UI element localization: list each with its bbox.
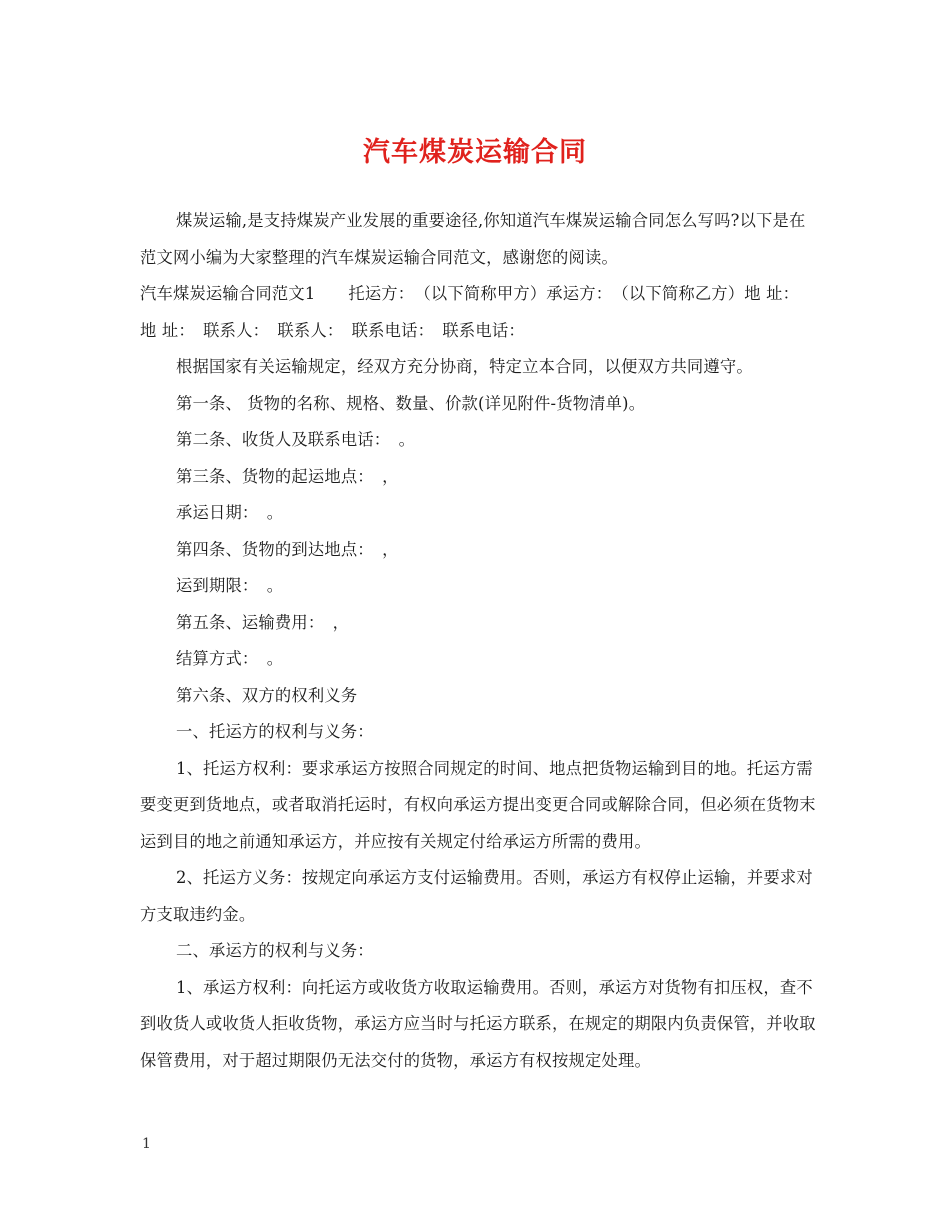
paragraph: 承运日期： 。	[176, 503, 284, 522]
document-body	[140, 203, 818, 1079]
paragraph: 第三条、货物的起运地点： ，	[176, 466, 399, 486]
paragraph: 第五条、运输费用： ，	[176, 612, 350, 632]
paragraph: 第一条、 货物的名称、规格、数量、价款(详见附件-货物清单)。	[176, 393, 646, 413]
paragraph: 根据国家有关运输规定，经双方充分协商，特定立本合同，以便双方共同遵守。	[176, 357, 753, 376]
paragraph: 运到期限： 。	[176, 576, 284, 595]
paragraph: 第四条、货物的到达地点： ，	[176, 539, 399, 559]
document-title: 汽车煤炭运输合同	[363, 137, 587, 168]
page-number: 1	[142, 1136, 151, 1152]
paragraph: 二、承运方的权利与义务：	[176, 941, 374, 960]
paragraph: 煤炭运输,是支持煤炭产业发展的重要途径,你知道汽车煤炭运输合同怎么写吗?以下是在范文网小编为大家整理的汽车煤炭运输合同范文，感谢您的阅读。	[140, 211, 806, 267]
paragraph: 1、承运方权利：向托运方或收货方收取运输费用。否则，承运方对货物有扣压权，查不到收货人或收货人拒收货物，承运方应当时与托运方联系，在规定的期限内负责保管，并收取保管费用，对于超过期限仍无法交付的货物，承运方有权按规定处理。	[140, 977, 816, 1070]
paragraph: 2、托运方义务：按规定向承运方支付运输费用。否则，承运方有权停止运输，并要求对方支取违约金。	[140, 868, 813, 924]
paragraph: 一、托运方的权利与义务：	[176, 722, 374, 741]
paragraph: 第六条、双方的权利义务	[176, 685, 358, 705]
paragraph: 结算方式： 。	[176, 649, 284, 668]
paragraph: 第二条、收货人及联系电话： 。	[176, 430, 416, 449]
paragraph: 1、托运方权利：要求承运方按照合同规定的时间、地点把货物运输到目的地。托运方需要变更到货地点，或者取消托运时，有权向承运方提出变更合同或解除合同，但必须在货物末运到目的地之前通知承运方，并应按有关规定付给承运方所需的费用。	[140, 758, 816, 851]
paragraph: 汽车煤炭运输合同范文1 托运方： （以下简称甲方）承运方： （以下简称乙方）地 址： 地 址： 联系人： 联系人： 联系电话： 联系电话：	[140, 284, 808, 340]
